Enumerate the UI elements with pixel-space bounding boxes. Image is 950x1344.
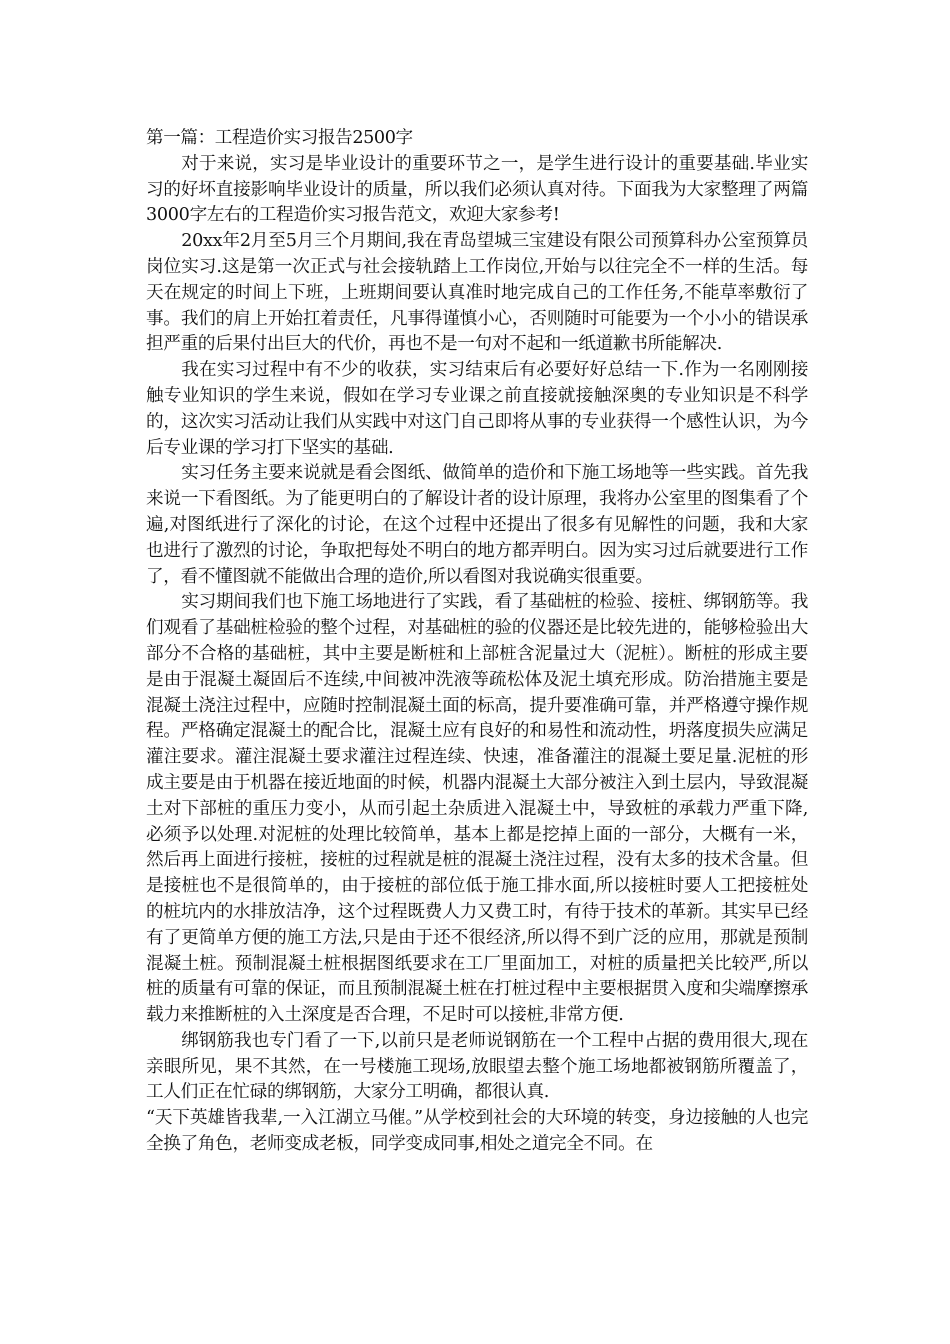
paragraph-closing: “天下英雄皆我辈,一入江湖立马催。”从学校到社会的大环境的转变，身边接触的人也完全换了角色，老师变成老板，同学变成同事,相处之道完全不同。在 [146, 1108, 808, 1155]
paragraph-drawings: 实习任务主要来说就是看会图纸、做简单的造价和下施工场地等一些实践。首先我来说一下看图纸。为了能更明白的了解设计者的设计原理，我将办公室里的图集看了个遍,对图纸进行了深化的讨论，在这个过程中还提出了很多有见解性的问题，我和大家也进行了激烈的讨论，争取把每处不明白的地方都弄明白。因为实习过后就要进行工作了，看不懂图就不能做出合理的造价,所以看图对我说确实很重要。 [146, 463, 808, 587]
paragraph-internship-period: 20xx年2月至5月三个月期间,我在青岛望城三宝建设有限公司预算科办公室预算员岗位实习.这是第一次正式与社会接轨踏上工作岗位,开始与以往完全不一样的生活。每天在规定的时间上下班，上班期间要认真准时地完成自己的工作任务,不能草率敷衍了事。我们的肩上开始扛着责任，凡事得谨慎小心，否则随时可能要为一个小小的错误承担严重的后果付出巨大的代价，再也不是一句对不起和一纸道歉书所能解决. [146, 231, 808, 355]
document-page [146, 126, 808, 1158]
paragraph-rebar: 绑钢筋我也专门看了一下,以前只是老师说钢筋在一个工程中占据的费用很大,现在亲眼所见，果不其然，在一号楼施工现场,放眼望去整个施工场地都被钢筋所覆盖了，工人们正在忙碌的绑钢筋，大家分工明确，都很认真. [146, 1030, 808, 1103]
paragraph-intro: 对于来说，实习是毕业设计的重要环节之一，是学生进行设计的重要基础.毕业实习的好坏直接影响毕业设计的质量，所以我们必须认真对待。下面我为大家整理了两篇3000字左右的工程造价实习报告范文，欢迎大家参考! [146, 153, 808, 226]
paragraph-harvest: 我在实习过程中有不少的收获，实习结束后有必要好好总结一下.作为一名刚刚接触专业知识的学生来说，假如在学习专业课之前直接就接触深奥的专业知识是不科学的，这次实习活动让我们从实践中对这门自己即将从事的专业获得一个感性认识，为今后专业课的学习打下坚实的基础. [146, 360, 808, 458]
document-title: 第一篇：工程造价实习报告2500字 [146, 128, 413, 148]
paragraph-site-practice: 实习期间我们也下施工场地进行了实践，看了基础桩的检验、接桩、绑钢筋等。我们观看了基础桩检验的整个过程，对基础桩的验的仪器还是比较先进的，能够检验出大部分不合格的基础桩，其中主要是断桩和上部桩含泥量过大（泥桩）。断桩的形成主要是由于混凝土凝固后不连续,中间被冲洗液等疏松体及泥土填充形成。防治措施主要是混凝土浇注过程中，应随时控制混凝土面的标高，提升要准确可靠，并严格遵守操作规程。严格确定混凝土的配合比，混凝土应有良好的和易性和流动性，坍落度损失应满足灌注要求。灌注混凝土要求灌注过程连续、快速，准备灌注的混凝土要足量.泥桩的形成主要是由于机器在接近地面的时候，机器内混凝土大部分被注入到土层内，导致混凝土对下部桩的重压力变小，从而引起土杂质进入混凝土中，导致桩的承载力严重下降,必须予以处理.对泥桩的处理比较简单，基本上都是挖掉上面的一部分，大概有一米，然后再上面进行接桩，接桩的过程就是桩的混凝土浇注过程，没有太多的技术含量。但是接桩也不是很简单的，由于接桩的部位低于施工排水面,所以接桩时要人工把接桩处的桩坑内的水排放洁净，这个过程既费人力又费工时，有待于技术的革新。其实早已经有了更简单方便的施工方法,只是由于还不很经济,所以得不到广泛的应用，那就是预制混凝土桩。预制混凝土桩根据图纸要求在工厂里面加工，对桩的质量把关比较严,所以桩的质量有可靠的保证，而且预制混凝土桩在打桩过程中主要根据贯入度和尖端摩擦承载力来推断桩的入土深度是否合理，不足时可以接桩,非常方便. [146, 592, 808, 1026]
